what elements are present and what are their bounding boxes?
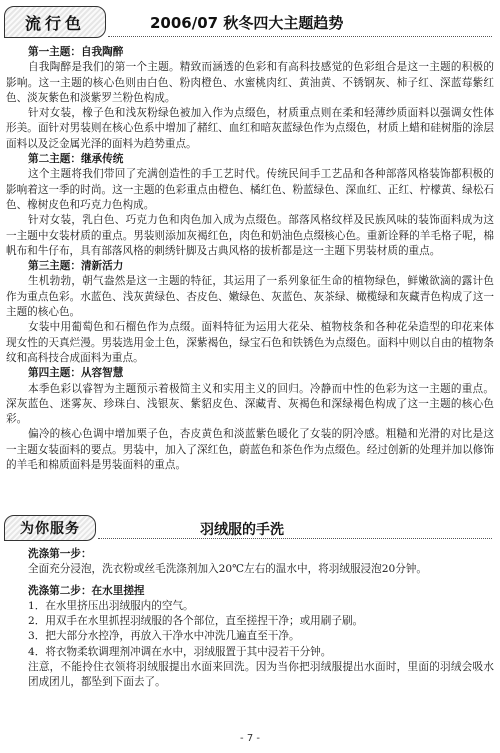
step-paragraph: 4．将衣物柔软调理剂冲调在水中，羽绒服置于其中浸若干分钟。 [28, 645, 332, 658]
section-badge-trend-color: 流行色 [4, 6, 106, 38]
step-paragraph: 1．在水里挤压出羽绒服内的空气。 [28, 599, 194, 612]
section-heading: 第一主题：自我陶醉 [28, 46, 124, 58]
step-paragraph: 注意，不能拎住衣领将羽绒服提出水面来回洗。因为当你把羽绒服提出水面时，里面的羽绒会吸水团成团儿，都坠到下面去了。 [28, 661, 494, 689]
section-heading: 洗涤第二步：在水里搓捏 [28, 584, 145, 597]
section-heading: 第四主题：从容智慧 [28, 367, 124, 380]
body-paragraph: 偏冷的核心色调中增加栗子色，杏皮黄色和淡蓝紫色暖化了女装的阴冷感。粗糙和光滑的对比是这一主题女装面料的要点。男装中，加入了深红色，蔚蓝色和茶色作为点缀色。经过创新的处理并加以修饰的羊毛和棉质面料是男装面料的重点。 [6, 428, 494, 472]
body-paragraph: 生机勃勃，朝气盎然是这一主题的特征，其运用了一系列象征生命的植物绿色，鲜嫩欲滴的露计色作为重点色彩。水蓝色、浅灰黄绿色、杏皮色、嫩绿色、灰蓝色、灰茶绿、橄榄绿和灰藏青色构成了这一主题的核心色。 [6, 275, 494, 319]
body-paragraph: 自我陶醉是我们的第一个主题。精致而涵透的色彩和有高科技感觉的色彩组合是这一主题的积极的影响。这一主题的核心色则由白色、粉肉橙色、水蜜桃肉红、黄油黄、不锈钢灰、柿子红、深蓝莓紫红色、淡灰紫色和淡紫罗兰粉色构成。 [6, 61, 494, 104]
page-number: - 7 - [240, 733, 260, 744]
body-paragraph: 这个主题将我们带回了充满创造性的手工艺时代。传统民间手工艺品和各种部落风格装饰都积极的影响着这一季的时尚。这一主题的色彩重点由橙色、橘红色、粉蓝绿色、深血红、正红、柠檬黄、绿松石色、橡树皮色和巧克力色构成。 [6, 168, 494, 211]
step-paragraph: 3．把大部分水控净，再放入干净水中冲洗几遍直至干净。 [28, 630, 300, 643]
body-paragraph: 本季色彩以睿智为主题预示着极简主义和实用主义的回归。冷静而中性的色彩为这一主题的重点。深灰蓝色、迷雾灰、珍珠白、浅银灰、紫貂皮色、深藏青、灰褐色和深绿褐色构成了这一主题的核心色彩。 [6, 382, 494, 426]
step-paragraph: 2．用双手在水里抓捏羽绒服的各个部位，直至搓捏干净；或用刷子刷。 [28, 615, 364, 628]
section-heading: 第三主题：清新活力 [28, 260, 124, 273]
article-title-washing: 羽绒服的手洗 [200, 522, 284, 538]
section-badge-service: 为你服务 [4, 515, 96, 541]
section-heading: 洗涤第一步： [28, 548, 92, 560]
step-paragraph: 全面充分浸泡，洗衣粉或丝毛洗涤剂加入20℃左右的温水中，将羽绒服浸泡20分钟。 [28, 563, 427, 576]
trend-article-body [6, 45, 494, 473]
body-paragraph: 女装中用葡萄色和石榴色作为点缀。面料特征为运用大花朵、植物枝条和各种花朵造型的印花来体现女性的天真烂漫。男装选用金土色，深紫褐色，绿宝石色和铁锈色为点缀色。面料中则以自由的植物条纹和高科技合成面料为重点。 [6, 321, 494, 364]
dotted-divider [108, 36, 492, 37]
dotted-divider [98, 538, 492, 539]
body-paragraph: 针对女装，橡子色和浅灰粉绿色被加入作为点缀色，材质重点则在柔和轻薄纱质面料以强调女性体形美。面针对男装则在核心色系中增加了赭红、血红和暗灰蓝绿色作为点缀色，材质上蜡和硅树脂的涂层面料以及泛金属光泽的面料为趋势重点。 [6, 107, 494, 150]
section-heading: 第二主题：继承传统 [28, 153, 124, 166]
washing-article-body [6, 547, 494, 691]
body-paragraph: 针对女装，乳白色、巧克力色和肉色加入成为点缀色。部落风格纹样及民族风味的装饰面料成为这一主题中女装材质的重点。男装则添加灰褐红色，肉色和奶油色点缀核心色。重新诠释的羊毛格子呢，棉帆布和牛仔布，具有部落风格的刺绣针脚及古典风格的拔析都是这一主题下男装材质的重点。 [6, 214, 494, 257]
article-title-trends: 2006/07 秋冬四大主题趋势 [150, 14, 344, 32]
